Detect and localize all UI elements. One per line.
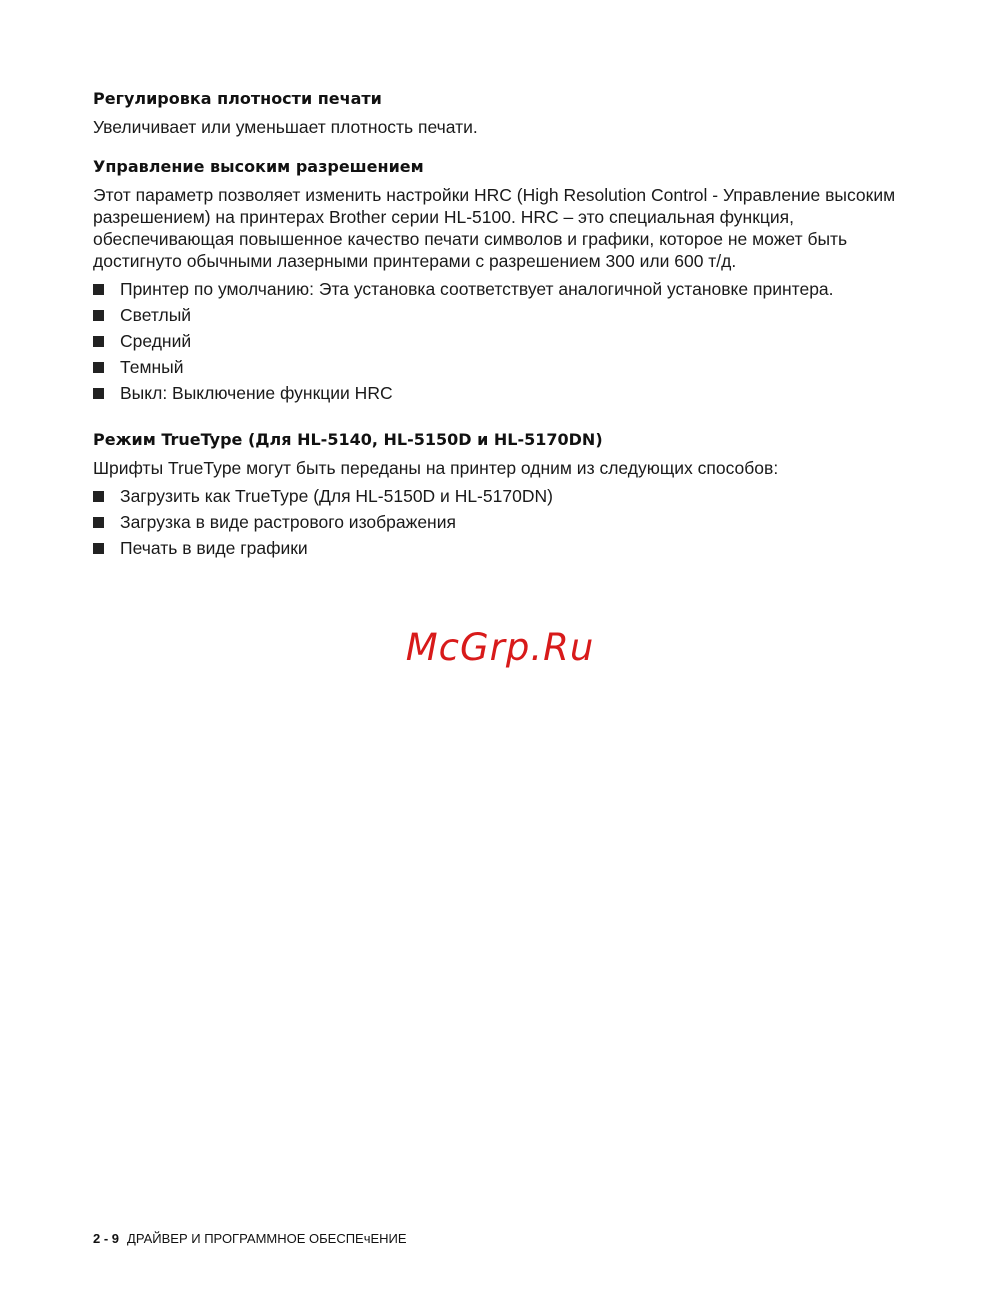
section-heading: Управление высоким разрешением bbox=[93, 157, 424, 176]
list-item-text: Принтер по умолчанию: Эта установка соответствует аналогичной установке принтера. bbox=[120, 279, 834, 299]
square-bullet-icon bbox=[93, 362, 104, 373]
list-item-text: Светлый bbox=[120, 305, 192, 325]
square-bullet-icon bbox=[93, 491, 104, 502]
list-item bbox=[93, 483, 923, 509]
section-paragraph: Шрифты TrueType могут быть переданы на принтер одним из следующих способов: bbox=[93, 458, 779, 478]
bullet-list bbox=[93, 276, 923, 406]
list-item-text: Печать в виде графики bbox=[120, 538, 308, 558]
section-hrc bbox=[93, 156, 923, 406]
list-item bbox=[93, 276, 923, 302]
watermark-text: McGrp.Ru bbox=[405, 626, 595, 669]
section-heading: Регулировка плотности печати bbox=[93, 89, 382, 108]
section-paragraph: Увеличивает или уменьшает плотность печати. bbox=[93, 117, 478, 137]
list-item bbox=[93, 380, 923, 406]
section-heading: Режим TrueType (Для HL-5140, HL-5150D и HL-5170DN) bbox=[93, 430, 603, 449]
page-number: 2 - 9 bbox=[93, 1231, 120, 1246]
square-bullet-icon bbox=[93, 336, 104, 347]
square-bullet-icon bbox=[93, 517, 104, 528]
square-bullet-icon bbox=[93, 310, 104, 321]
bullet-list bbox=[93, 483, 923, 561]
list-item-text: Темный bbox=[120, 357, 184, 377]
list-item-text: Выкл: Выключение функции HRC bbox=[120, 383, 393, 403]
section-truetype-mode bbox=[93, 429, 923, 561]
list-item-text: Загрузить как TrueType (Для HL-5150D и HL-5170DN) bbox=[120, 486, 553, 506]
list-item bbox=[93, 328, 923, 354]
square-bullet-icon bbox=[93, 388, 104, 399]
list-item-text: Средний bbox=[120, 331, 192, 351]
square-bullet-icon bbox=[93, 284, 104, 295]
page-footer bbox=[93, 1230, 407, 1248]
list-item bbox=[93, 535, 923, 561]
chapter-title: ДРАЙВЕР И ПРОГРАММНОЕ ОБЕСПЕчЕНИЕ bbox=[127, 1231, 407, 1246]
square-bullet-icon bbox=[93, 543, 104, 554]
section-paragraph: Этот параметр позволяет изменить настройки HRC (High Resolution Control - Управление высоким разрешением) на принтерах Brother серии HL-5100. HRC – это специальная функция, обеспечивающая повышенное качество печати символов и графики, которое не может быть достигнуто обычными лазерными принтерами с разрешением 300 или 600 т/д. bbox=[93, 185, 896, 271]
list-item-text: Загрузка в виде растрового изображения bbox=[120, 512, 456, 532]
section-print-density bbox=[93, 88, 923, 138]
list-item bbox=[93, 509, 923, 535]
list-item bbox=[93, 302, 923, 328]
list-item bbox=[93, 354, 923, 380]
